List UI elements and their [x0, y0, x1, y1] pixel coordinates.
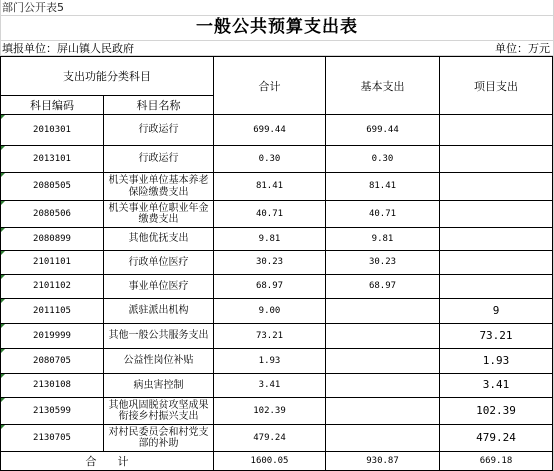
- table-top-border: [0, 56, 553, 57]
- cell-text-indicator: [1, 115, 5, 119]
- cell-total: 3.41: [258, 380, 281, 391]
- name-total-divider: [213, 56, 214, 471]
- header-mid-border: [0, 95, 214, 96]
- cell-name: 事业单位医疗: [128, 280, 189, 292]
- header-bottom-border: [0, 114, 553, 115]
- cell-code: 2010301: [33, 124, 71, 135]
- cell-name: 机关事业单位职业年金缴费支出: [108, 202, 209, 225]
- cell-project: [440, 173, 552, 200]
- cell-basic: 30.23: [368, 257, 397, 268]
- cell-text-indicator: [1, 173, 5, 177]
- cell-total: 9.00: [258, 305, 281, 316]
- row-divider: [0, 227, 553, 228]
- cell-basic: [326, 299, 439, 323]
- total-top-border: [0, 451, 553, 452]
- cell-name: 行政单位医疗: [128, 256, 189, 268]
- table-right-border: [552, 56, 553, 471]
- cell-project: 1.93: [482, 353, 510, 367]
- cell-code: 2080705: [33, 355, 71, 366]
- cell-project: 73.21: [479, 328, 513, 342]
- row-divider: [0, 373, 553, 374]
- cell-total: 81.41: [255, 181, 284, 192]
- row-divider: [0, 172, 553, 173]
- cell-project: [440, 146, 552, 172]
- cell-text-indicator: [1, 251, 5, 255]
- cell-text-indicator: [1, 146, 5, 150]
- row-divider: [0, 145, 553, 146]
- cell-basic: [326, 374, 439, 397]
- sheet-label: 部门公开表5: [2, 1, 64, 14]
- cell-project: [440, 115, 552, 145]
- cell-basic: 81.41: [368, 181, 397, 192]
- cell-total: 73.21: [255, 330, 284, 341]
- cell-name: 公益性岗位补贴: [123, 355, 194, 367]
- cell-name: 其他巩固脱贫攻坚成果衔接乡村振兴支出: [108, 399, 209, 422]
- cell-total: 699.44: [253, 124, 286, 135]
- cell-code: 2013101: [33, 153, 71, 164]
- cell-code: 2011105: [33, 305, 71, 316]
- cell-text-indicator: [1, 398, 5, 402]
- cell-basic: 68.97: [368, 281, 397, 292]
- basic-project-divider: [439, 56, 440, 471]
- cell-total: 30.23: [255, 257, 284, 268]
- header-project: 项目支出: [474, 79, 518, 93]
- total-row-label: 合 计: [85, 455, 129, 468]
- cell-project: 9: [492, 303, 500, 317]
- unit-label: 单位：万元: [495, 42, 550, 55]
- cell-code: 2130599: [33, 405, 71, 416]
- cell-name: 派驻派出机构: [128, 305, 189, 317]
- cell-basic: [326, 425, 439, 451]
- cell-name: 行政运行: [138, 153, 179, 165]
- row-divider: [0, 250, 553, 251]
- total-row-basic: 930.87: [366, 456, 399, 466]
- total-row-project: 669.18: [479, 456, 513, 466]
- header-code: 科目编码: [30, 99, 74, 112]
- cell-name: 其他一般公共服务支出: [108, 330, 209, 342]
- cell-name: 其他优抚支出: [128, 233, 189, 245]
- cell-basic: [326, 398, 439, 424]
- cell-code: 2101102: [33, 281, 71, 292]
- cell-text-indicator: [1, 349, 5, 353]
- cell-text-indicator: [1, 324, 5, 328]
- cell-project: 102.39: [476, 403, 516, 417]
- row-divider: [0, 200, 553, 201]
- cell-code: 2080505: [33, 181, 71, 192]
- cell-basic: [326, 324, 439, 348]
- total-row-total: 1600.05: [250, 456, 289, 466]
- cell-code: 2130705: [33, 432, 71, 443]
- cell-total: 40.71: [255, 208, 284, 219]
- cell-text-indicator: [1, 374, 5, 378]
- page-title: 一般公共预算支出表: [196, 17, 358, 37]
- cell-total: 102.39: [253, 405, 286, 416]
- cell-total: 68.97: [255, 281, 284, 292]
- cell-code: 2019999: [33, 330, 71, 341]
- row-divider: [0, 298, 553, 299]
- cell-code: 2080899: [33, 233, 71, 244]
- code-name-divider: [103, 95, 104, 451]
- cell-total: 9.81: [258, 233, 281, 244]
- cell-name: 机关事业单位基本养老保险缴费支出: [108, 175, 209, 198]
- cell-project: 3.41: [482, 378, 510, 392]
- cell-total: 1.93: [258, 355, 281, 366]
- header-category: 支出功能分类科目: [63, 70, 151, 83]
- row-divider: [0, 274, 553, 275]
- cell-basic: [326, 349, 439, 373]
- cell-text-indicator: [1, 228, 5, 232]
- cell-text-indicator: [1, 275, 5, 279]
- cell-project: 479.24: [476, 430, 516, 444]
- row-divider: [0, 348, 553, 349]
- header-basic: 基本支出: [360, 79, 405, 93]
- total-basic-divider: [325, 56, 326, 471]
- cell-total: 0.30: [258, 153, 281, 164]
- reporting-unit: 填报单位：屏山镇人民政府: [2, 42, 134, 55]
- cell-project: [440, 251, 552, 274]
- cell-project: [440, 201, 552, 227]
- cell-basic: 9.81: [371, 233, 394, 244]
- cell-basic: 0.30: [371, 153, 394, 164]
- cell-project: [440, 228, 552, 250]
- header-total: 合计: [258, 79, 281, 93]
- cell-name: 行政运行: [138, 124, 179, 136]
- cell-name: 病虫害控制: [133, 379, 184, 391]
- cell-basic: 40.71: [368, 208, 397, 219]
- cell-text-indicator: [1, 425, 5, 429]
- cell-code: 2080506: [33, 208, 71, 219]
- cell-project: [440, 275, 552, 298]
- cell-name: 对村民委员会和村党支部的补助: [108, 426, 209, 449]
- cell-total: 479.24: [253, 432, 286, 443]
- table-left-border: [0, 56, 1, 471]
- cell-code: 2101101: [33, 257, 71, 268]
- row-divider: [0, 424, 553, 425]
- cell-text-indicator: [1, 201, 5, 205]
- cell-basic: 699.44: [366, 124, 399, 135]
- cell-text-indicator: [1, 299, 5, 303]
- row-divider: [0, 397, 553, 398]
- row-divider: [0, 323, 553, 324]
- header-name: 科目名称: [136, 99, 181, 112]
- cell-code: 2130108: [33, 380, 71, 391]
